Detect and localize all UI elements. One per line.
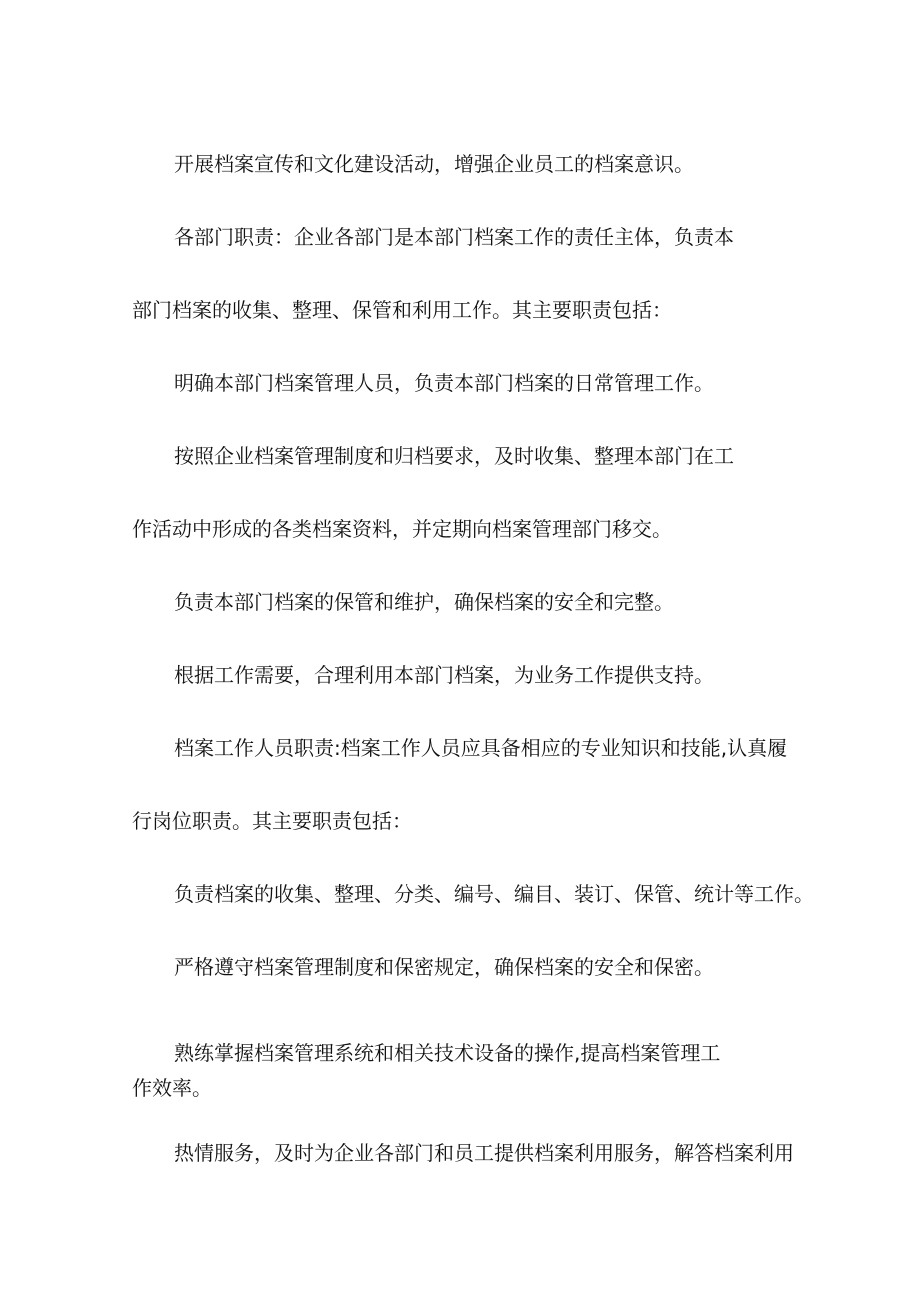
text-line: 热情服务，及时为企业各部门和员工提供档案利用服务，解答档案利用 [174,1141,794,1165]
text-line: 档案工作人员职责:档案工作人员应具备相应的专业知识和技能,认真履 [174,736,788,760]
text-line: 部门档案的收集、整理、保管和利用工作。其主要职责包括： [132,298,672,322]
text-line: 作活动中形成的各类档案资料，并定期向档案管理部门移交。 [132,517,672,541]
text-line: 根据工作需要，合理利用本部门档案，为业务工作提供支持。 [174,663,714,687]
text-line: 明确本部门档案管理人员，负责本部门档案的日常管理工作。 [174,371,714,395]
text-line: 开展档案宣传和文化建设活动，增强企业员工的档案意识。 [174,152,694,176]
text-line: 严格遵守档案管理制度和保密规定，确保档案的安全和保密。 [174,955,714,979]
text-line: 作效率。 [132,1076,212,1100]
text-line: 负责档案的收集、整理、分类、编号、编目、装订、保管、统计等工作。 [174,882,814,906]
text-line: 按照企业档案管理制度和归档要求，及时收集、整理本部门在工 [174,444,734,468]
text-line: 负责本部门档案的保管和维护，确保档案的安全和完整。 [174,590,674,614]
text-line: 熟练掌握档案管理系统和相关技术设备的操作,提高档案管理工 [174,1041,721,1065]
text-line: 各部门职责：企业各部门是本部门档案工作的责任主体，负责本 [174,225,734,249]
text-line: 行岗位职责。其主要职责包括： [132,809,412,833]
